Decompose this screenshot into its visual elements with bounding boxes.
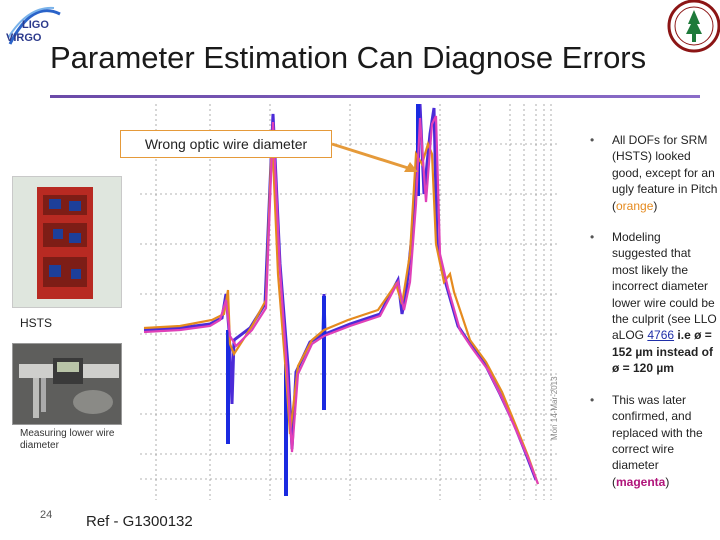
bullet-2-text: Modeling suggested that most likely the incorrect diameter lower wire could be the culprit (see LLO aLOG: [612, 230, 717, 343]
bullet-2-diameter-measured: i.e ø = 152 µm instead of: [612, 328, 713, 359]
caliper-photo: [12, 343, 122, 425]
hsts-image: [12, 176, 122, 308]
alog-link[interactable]: 4766: [647, 328, 675, 343]
title-underline: [50, 95, 700, 98]
slide-title: Parameter Estimation Can Diagnose Errors: [50, 40, 647, 75]
bullet-1-text: All DOFs for SRM (HSTS) looked good, except for an ugly feature in Pitch (: [612, 133, 718, 213]
orange-label: orange: [616, 198, 654, 213]
bullet-dot-icon: •: [590, 392, 595, 407]
bullet-dot-icon: •: [590, 133, 595, 147]
bullet-3-text: This was later confirmed, and replaced with the correct wire diameter (: [612, 392, 703, 489]
bullet-dot-icon: •: [590, 230, 595, 245]
bullet-srm-pitch: [590, 132, 718, 214]
reference-label: Ref - G1300132: [86, 513, 193, 530]
magenta-label: magenta: [616, 474, 666, 489]
callout-wrong-wire: Wrong optic wire diameter: [120, 130, 332, 158]
bullet-1-close: ): [653, 198, 658, 213]
hsts-label: HSTS: [20, 316, 53, 330]
bullet-modeling: [590, 229, 718, 377]
bullet-2-diameter-expected: ø = 120 µm: [612, 361, 674, 376]
bullet-confirmed: [590, 392, 718, 490]
svg-text:VIRGO: VIRGO: [6, 32, 42, 44]
bullet-3-close: ): [665, 474, 670, 489]
svg-text:LIGO: LIGO: [22, 19, 49, 31]
plot-timestamp: Mon 14-Mar-2013: [550, 376, 559, 440]
bullet-list: [590, 132, 718, 505]
transfer-function-plot: [140, 104, 560, 500]
caliper-label: Measuring lower wire diameter: [20, 428, 115, 451]
page-number: 24: [40, 509, 53, 521]
